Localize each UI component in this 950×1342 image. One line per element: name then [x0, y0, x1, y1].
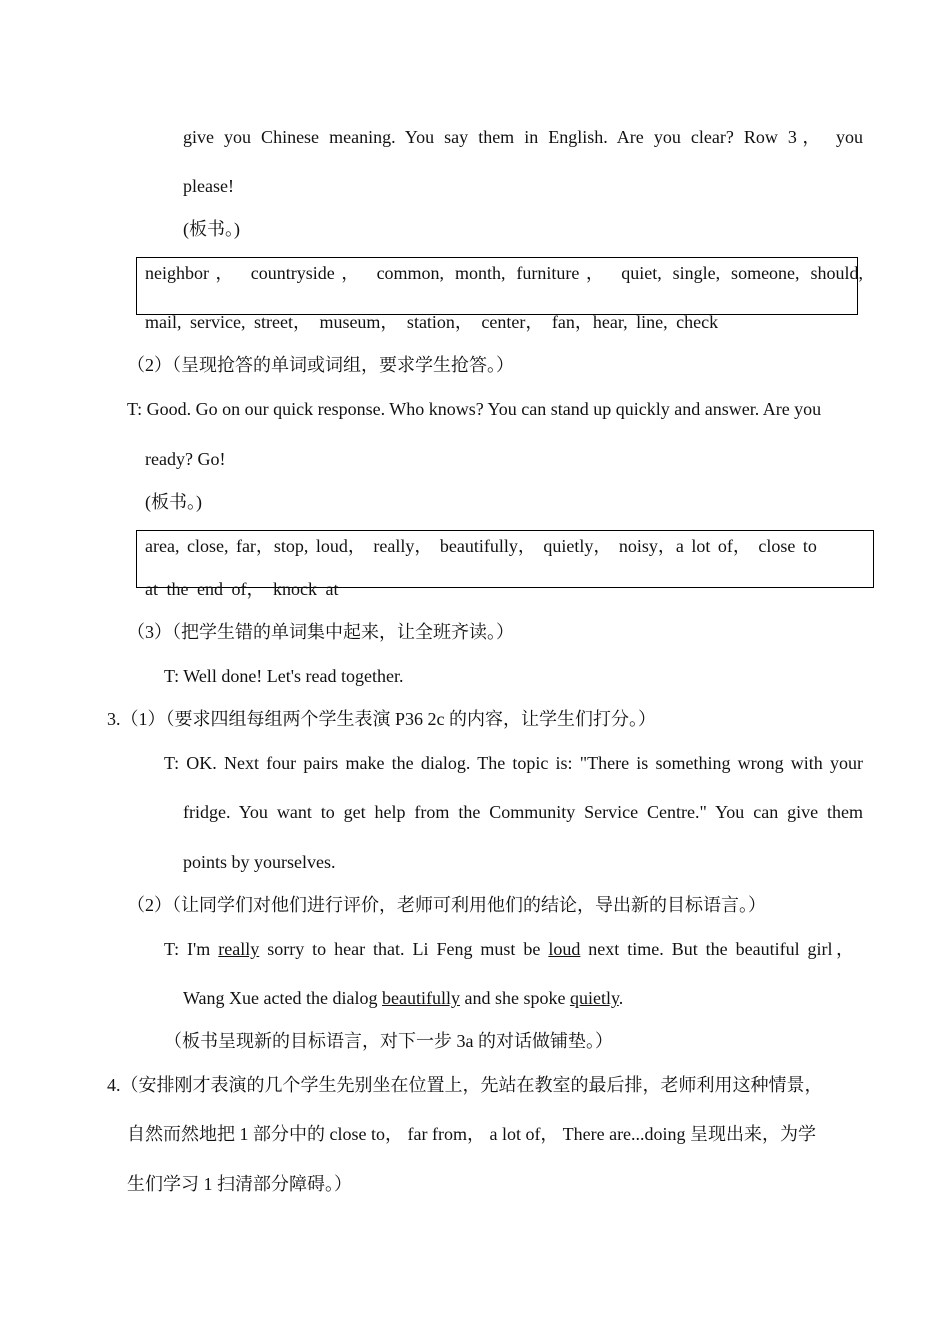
section-heading: （2）（呈现抢答的单词或词组，要求学生抢答。）	[127, 355, 514, 375]
section-heading: 4.（安排刚才表演的几个学生先别坐在位置上，先站在教室的最后排，老师利用这种情景，	[107, 1075, 823, 1095]
text-span: sorry to hear that. Li Feng must be	[259, 939, 549, 959]
underlined-word: quietly	[569, 988, 619, 1008]
board-note: (板书。)	[183, 219, 240, 239]
section-heading: （2）（让同学们对他们进行评价，老师可利用他们的结论，导出新的目标语言。）	[127, 895, 766, 915]
teacher-line: T: Good. Go on our quick response. Who knows? You can stand up quickly and answer. Are you	[127, 399, 822, 419]
teacher-line: T: Well done! Let's read together.	[164, 666, 404, 686]
board-note: (板书。)	[145, 492, 202, 512]
text-span: and she spoke	[459, 988, 570, 1008]
teacher-line: fridge. You want to get help from the Community Service Centre." You can give them	[183, 802, 863, 822]
section-heading: 3.（1）（要求四组每组两个学生表演 P36 2c 的内容，让学生们打分。）	[107, 709, 656, 729]
vocab-line: neighbor， countryside， common, month, furniture， quiet, single, someone, should,	[145, 263, 863, 283]
text-line: give you Chinese meaning. You say them in English. Are you clear? Row 3， you	[183, 127, 863, 147]
text-line: please!	[183, 176, 234, 196]
teacher-line	[164, 937, 854, 961]
text-span: next time. But the beautiful girl，	[580, 939, 855, 959]
text-span: .	[618, 988, 624, 1008]
section-heading: （3）（把学生错的单词集中起来，让全班齐读。）	[127, 622, 514, 642]
text-line: 自然而然地把 1 部分中的 close to， far from， a lot of， There are...doing 呈现出来，为学	[127, 1124, 817, 1144]
text-line: 生们学习 1 扫清部分障碍。）	[127, 1174, 352, 1194]
underlined-word: really	[218, 939, 260, 959]
teacher-line: points by yourselves.	[183, 852, 336, 872]
underlined-word: beautifully	[381, 988, 460, 1008]
vocab-line: at the end of， knock at	[145, 579, 339, 599]
vocab-line: area, close, far，stop, loud， really， beautifully， quietly， noisy，a lot of， close to	[145, 536, 817, 556]
underlined-word: loud	[548, 939, 581, 959]
teacher-line	[183, 986, 623, 1010]
text-span: T: I'm	[164, 939, 219, 959]
teacher-line: ready? Go!	[145, 449, 226, 469]
vocab-line: mail, service, street， museum， station， center， fan，hear, line, check	[145, 312, 719, 332]
teacher-line: T: OK. Next four pairs make the dialog. The topic is: "There is something wrong with your	[164, 753, 863, 773]
board-note: （板书呈现新的目标语言，对下一步 3a 的对话做铺垫。）	[164, 1031, 613, 1051]
text-span: Wang Xue acted the dialog	[183, 988, 382, 1008]
